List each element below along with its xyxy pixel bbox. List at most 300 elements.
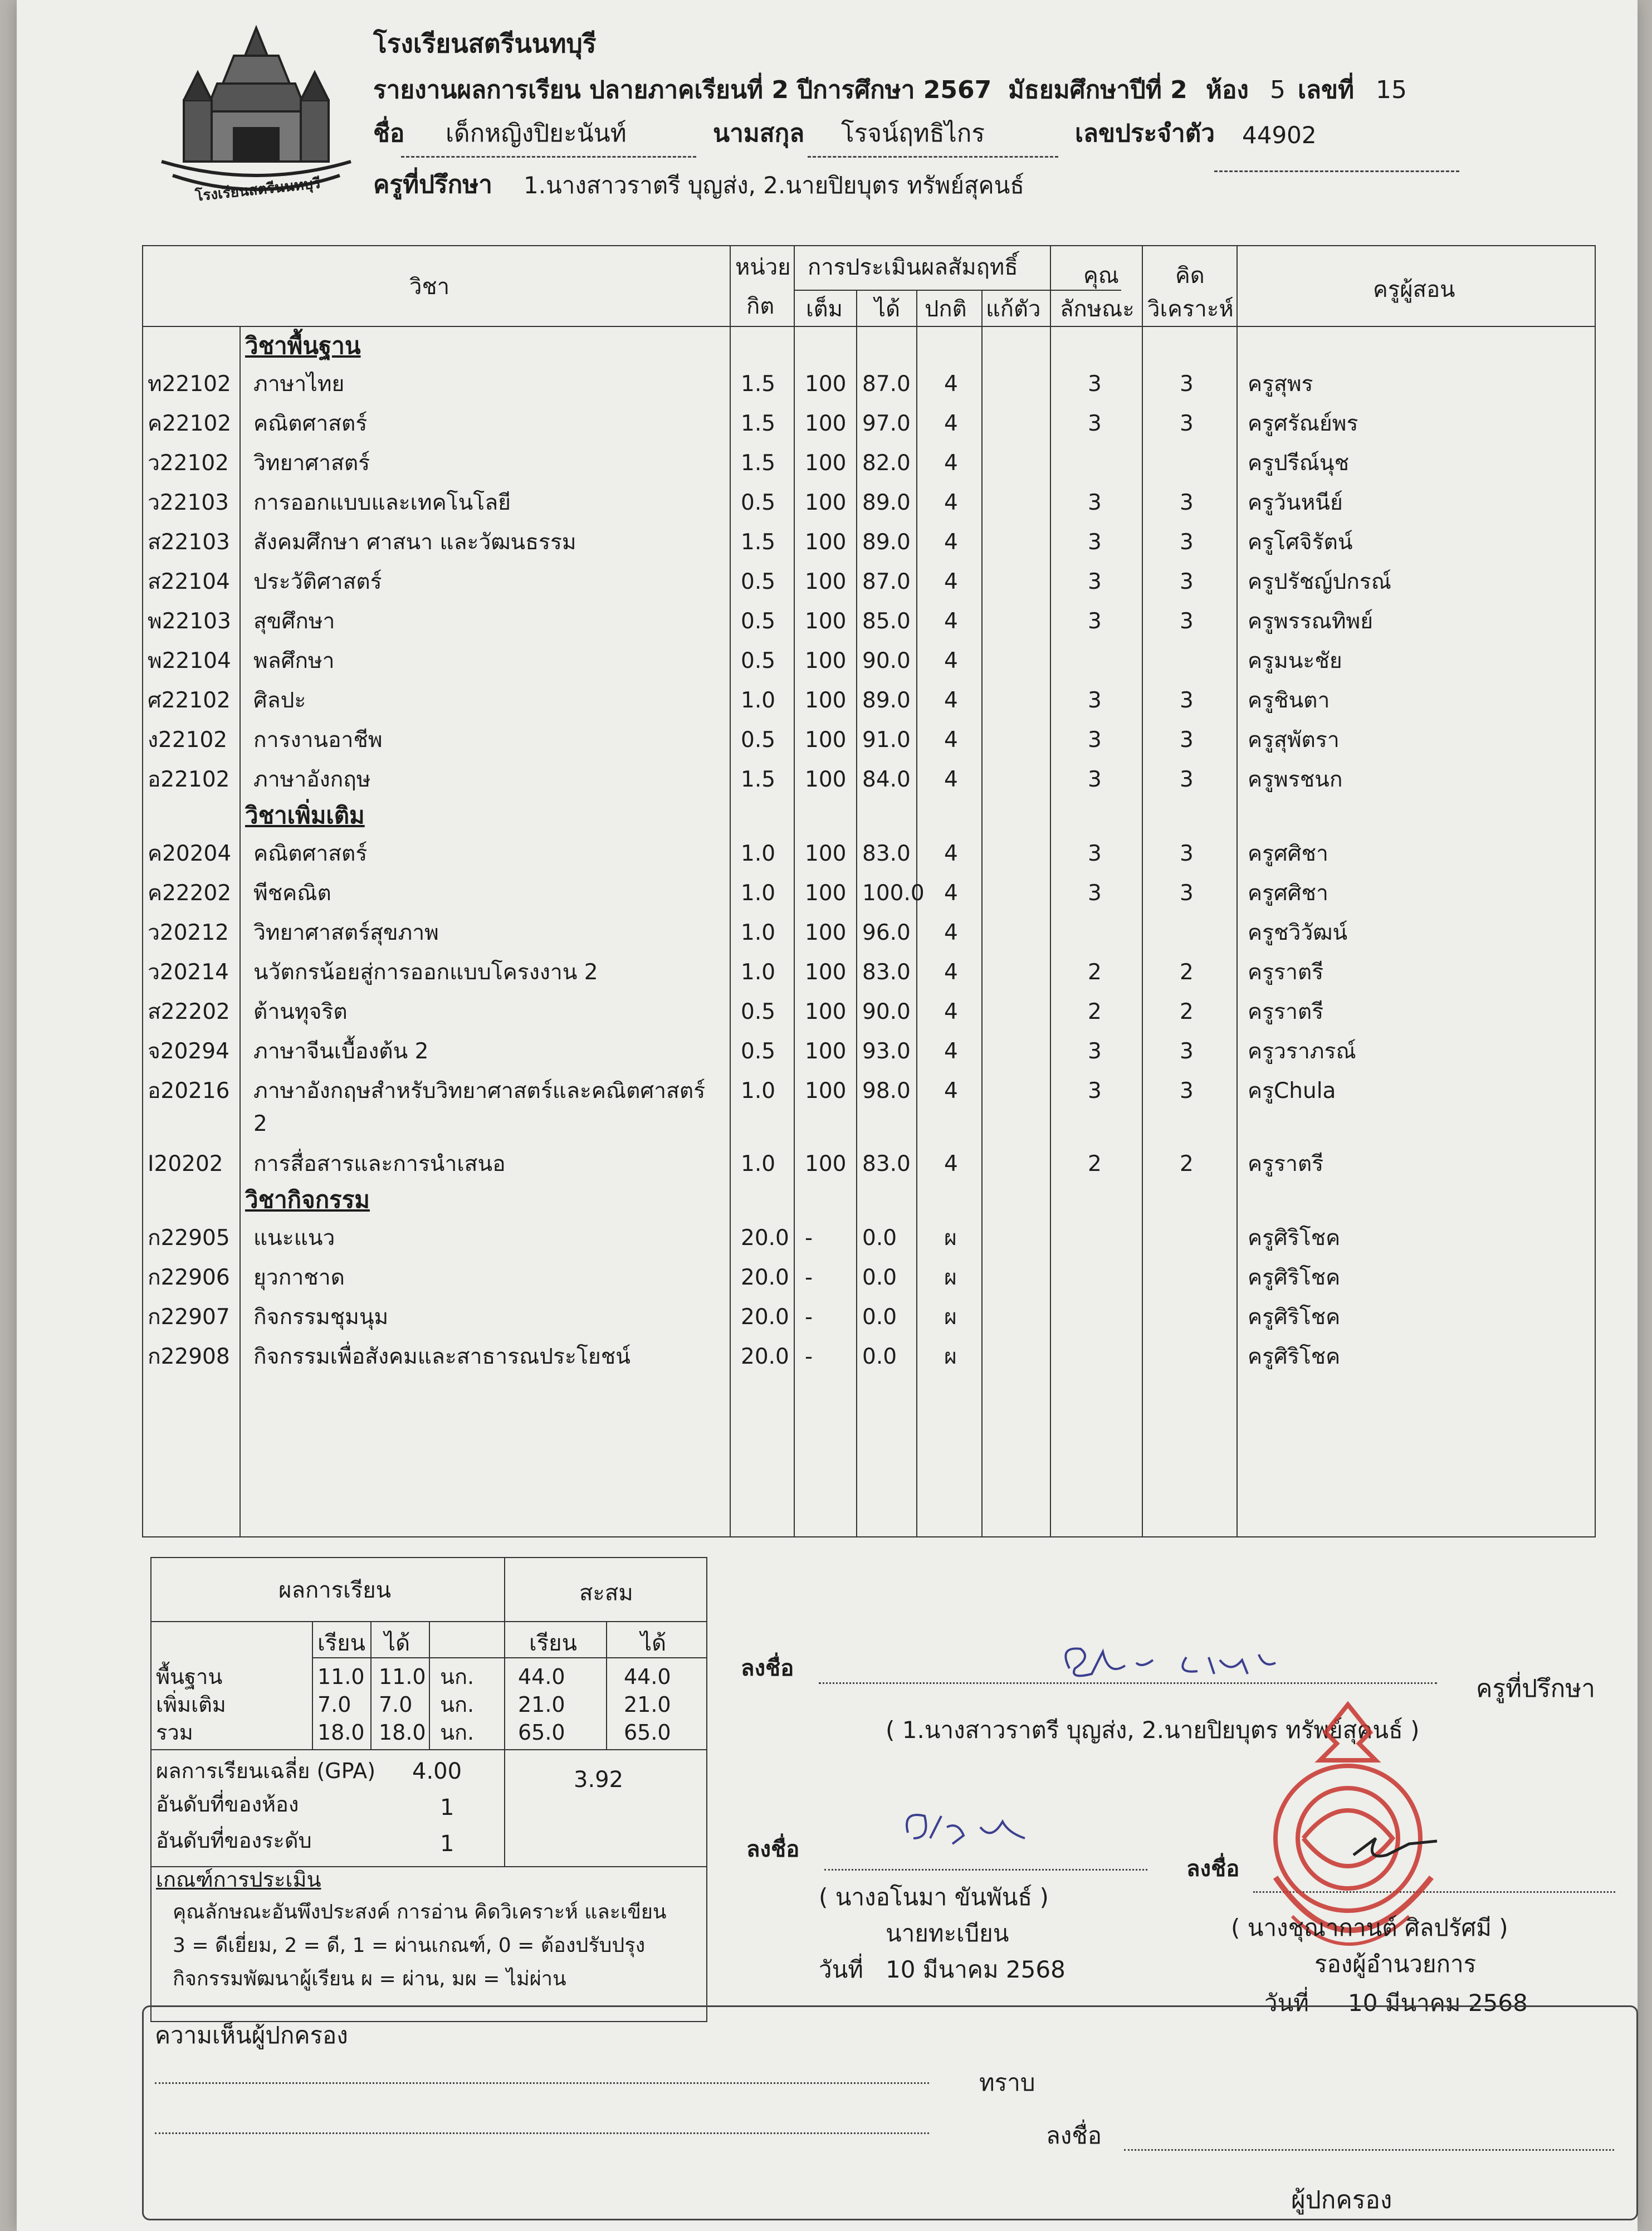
summary-line3 [150, 1749, 707, 1750]
subject-code: ส22104 [148, 569, 230, 594]
table-row [142, 764, 1596, 804]
got-score: 100.0 [862, 881, 925, 906]
table-body [142, 329, 1596, 1532]
full-score: 100 [805, 490, 847, 515]
summary-cum-got: 44.0 [624, 1664, 671, 1689]
grade-normal: 4 [944, 841, 958, 866]
header-assessment: การประเมินผลสัมฤทธิ์ [808, 255, 1018, 280]
grade-normal: 4 [944, 1078, 958, 1104]
advisor-signature-icon [1053, 1635, 1287, 1696]
subject-name-continued: 2 [253, 1111, 267, 1136]
advisor-names: 1.นางสาวราตรี บุญส่ง, 2.นายปิยบุตร ทรัพย์สุคนธ์ [524, 172, 1025, 199]
grade-normal: 4 [944, 728, 958, 753]
subject-name: วิทยาศาสตร์ [253, 451, 370, 476]
full-score: 100 [805, 999, 847, 1024]
subject-name: สังคมศึกษา ศาสนา และวัฒนธรรม [253, 530, 576, 555]
credit-value: 0.5 [741, 999, 776, 1024]
summary-row-label: รวม [156, 1720, 193, 1745]
subject-name: ภาษาอังกฤษสำหรับวิทยาศาสตร์และคณิตศาสตร์ [253, 1078, 706, 1104]
thinking-score: 3 [1180, 411, 1194, 436]
got-score: 83.0 [862, 1151, 911, 1176]
character-score: 3 [1088, 372, 1102, 397]
table-row [142, 1149, 1596, 1188]
credit-value: 0.5 [741, 1039, 776, 1064]
character-score: 3 [1088, 530, 1102, 555]
subject-name: ภาษาจีนเบื้องต้น 2 [253, 1039, 429, 1064]
rank-class-label: อันดับที่ของห้อง [156, 1792, 299, 1817]
teacher-name: ครูมนะชัย [1248, 648, 1342, 673]
summary-got-header: ได้ [384, 1630, 410, 1656]
teacher-name: ครูศิริโชค [1248, 1265, 1341, 1290]
got-score: 89.0 [862, 688, 911, 713]
got-score: 82.0 [862, 451, 911, 476]
full-score: 100 [805, 569, 847, 594]
full-score: 100 [805, 767, 847, 792]
got-score: 0.0 [862, 1226, 897, 1251]
got-score: 85.0 [862, 609, 911, 634]
report-card-sheet [17, 0, 1638, 2231]
credit-value: 1.5 [741, 530, 776, 555]
teacher-name: ครูสุพร [1248, 372, 1313, 397]
registrar-name: ( นางอโนมา ขันพันธ์ ) [819, 1883, 1049, 1911]
character-score: 3 [1088, 411, 1102, 436]
subject-code: ก22908 [148, 1344, 230, 1369]
header-char-bottom: ลักษณะ [1060, 296, 1135, 322]
deputy-sign-label: ลงชื่อ [1186, 1856, 1240, 1882]
subject-name: ภาษาอังกฤษ [253, 767, 371, 792]
thinking-score: 3 [1180, 569, 1194, 594]
header-char-top: คุณ [1083, 263, 1119, 289]
subject-name: คณิตศาสตร์ [253, 841, 368, 866]
grade-normal: 4 [944, 648, 958, 673]
subject-code: พ22104 [148, 648, 231, 673]
subject-code: ค20204 [148, 841, 232, 866]
summary-top [150, 1557, 707, 1558]
table-row [142, 997, 1596, 1036]
grade-normal: 4 [944, 920, 958, 945]
table-row [142, 1341, 1596, 1381]
section-title: วิชาพื้นฐาน [245, 332, 361, 359]
section-title: วิชากิจกรรม [245, 1186, 370, 1213]
full-score: 100 [805, 688, 847, 713]
subject-code: อ22102 [148, 767, 230, 792]
summary-cum-study: 65.0 [518, 1720, 565, 1745]
subject-name: สุขศึกษา [253, 609, 335, 634]
subject-code: ส22103 [148, 530, 230, 555]
summary-cum-got: 65.0 [624, 1720, 671, 1745]
table-row [142, 408, 1596, 448]
registrar-sign-label: ลงชื่อ [746, 1837, 800, 1862]
table-row [142, 369, 1596, 408]
subject-code: ว20212 [148, 920, 229, 945]
summary-unit: นก. [440, 1720, 475, 1745]
table-row [142, 1036, 1596, 1076]
got-score: 83.0 [862, 841, 911, 866]
advisor-label: ครูที่ปรึกษา [373, 170, 492, 199]
full-score: 100 [805, 881, 847, 906]
criteria-line-3: กิจกรรมพัฒนาผู้เรียน ผ = ผ่าน, มผ = ไม่ผ่าน [173, 1968, 566, 1990]
got-score: 90.0 [862, 999, 911, 1024]
summary-got: 18.0 [379, 1720, 426, 1745]
subject-name: ต้านทุจริต [253, 999, 348, 1024]
full-score: 100 [805, 451, 847, 476]
character-score: 3 [1088, 841, 1102, 866]
subject-name: การออกแบบและเทคโนโลยี [253, 490, 511, 515]
full-score: 100 [805, 920, 847, 945]
teacher-name: ครูชินตา [1248, 688, 1330, 713]
subject-code: ค22102 [148, 411, 232, 436]
subject-code: ก22906 [148, 1265, 230, 1290]
teacher-name: ครูปรีณ์นุช [1248, 451, 1350, 476]
student-name: เด็กหญิงปิยะนันท์ [446, 119, 627, 148]
thinking-score: 2 [1180, 1151, 1194, 1176]
subject-name: กิจกรรมเพื่อสังคมและสาธารณประโยชน์ [253, 1344, 631, 1369]
grade-normal: 4 [944, 490, 958, 515]
full-score: 100 [805, 1039, 847, 1064]
subject-code: อ20216 [148, 1078, 230, 1104]
teacher-name: ครูปรัชญ์ปกรณ์ [1248, 569, 1391, 594]
subject-name: แนะแนว [253, 1226, 335, 1251]
grade-normal: 4 [944, 767, 958, 792]
full-score: 100 [805, 841, 847, 866]
table-row [142, 685, 1596, 725]
full-score: 100 [805, 530, 847, 555]
summary-cum-study: 21.0 [518, 1692, 565, 1717]
parent-sign-line [1124, 2149, 1614, 2151]
credit-value: 20.0 [741, 1305, 789, 1330]
got-score: 91.0 [862, 728, 911, 753]
deputy-date: 10 มีนาคม 2568 [1348, 1989, 1528, 2017]
credit-value: 20.0 [741, 1226, 789, 1251]
deputy-role: รองผู้อำนวยการ [1314, 1950, 1477, 1978]
thinking-score: 3 [1180, 372, 1194, 397]
criteria-line-1: คุณลักษณะอันพึงประสงค์ การอ่าน คิดวิเคราะห์ และเขียน [173, 1901, 667, 1924]
rank-class-value: 1 [440, 1795, 454, 1820]
registrar-date-label: วันที่ [819, 1956, 863, 1983]
thinking-score: 3 [1180, 841, 1194, 866]
name-underline [401, 156, 696, 158]
subject-code: ง22102 [148, 728, 228, 753]
criteria-title: เกณฑ์การประเมิน [156, 1867, 321, 1892]
got-score: 96.0 [862, 920, 911, 945]
subject-name: พีชคณิต [253, 881, 331, 906]
header-think-top: คิด [1175, 263, 1205, 289]
thinking-score: 3 [1180, 881, 1194, 906]
full-score: 100 [805, 372, 847, 397]
full-score: - [805, 1226, 813, 1251]
room-value: 5 [1270, 76, 1286, 104]
teacher-name: ครูราตรี [1248, 1151, 1324, 1176]
credit-value: 1.0 [741, 1078, 776, 1104]
credit-value: 0.5 [741, 648, 776, 673]
teacher-name: ครูพรชนก [1248, 767, 1343, 792]
parent-comment-box [142, 2005, 1638, 2220]
credit-value: 1.0 [741, 841, 776, 866]
summary-got: 7.0 [379, 1692, 413, 1717]
summary-row-label: เพิ่มเติม [156, 1692, 226, 1717]
parent-ack: ทราบ [979, 2069, 1035, 2096]
teacher-name: ครูราตรี [1248, 960, 1324, 985]
character-score: 2 [1088, 999, 1102, 1024]
credit-value: 1.0 [741, 1151, 776, 1176]
subject-code: ค22202 [148, 881, 232, 906]
header-think-bottom: วิเคราะห์ [1147, 296, 1234, 322]
teacher-name: ครูศรัณย์พร [1248, 411, 1358, 436]
credit-value: 20.0 [741, 1344, 789, 1369]
teacher-name: ครูศิริโชค [1248, 1226, 1341, 1251]
table-row [142, 448, 1596, 487]
subject-code: I20202 [148, 1151, 223, 1176]
character-score: 3 [1088, 728, 1102, 753]
subject-code: ว20214 [148, 960, 229, 985]
thinking-score: 3 [1180, 490, 1194, 515]
grade-normal: 4 [944, 451, 958, 476]
subject-code: พ22103 [148, 609, 231, 634]
student-no-value: 15 [1376, 76, 1407, 104]
thinking-score: 3 [1180, 1039, 1194, 1064]
subject-code: ศ22102 [148, 688, 231, 713]
table-row [142, 527, 1596, 567]
registrar-date: 10 มีนาคม 2568 [886, 1956, 1066, 1983]
got-score: 87.0 [862, 569, 911, 594]
got-score: 97.0 [862, 411, 911, 436]
table-row [142, 1223, 1596, 1262]
got-score: 84.0 [862, 767, 911, 792]
credit-value: 0.5 [741, 569, 776, 594]
grade-normal: 4 [944, 688, 958, 713]
summary-row-label: พื้นฐาน [156, 1664, 223, 1689]
summary-rows [150, 1663, 707, 1746]
character-score: 3 [1088, 1078, 1102, 1104]
rank-level-label: อันดับที่ของระดับ [156, 1828, 312, 1853]
full-score: 100 [805, 411, 847, 436]
table-bottom-border [142, 1536, 1596, 1537]
grade-normal: ผ [944, 1226, 957, 1251]
grade-normal: 4 [944, 609, 958, 634]
credit-value: 0.5 [741, 490, 776, 515]
got-score: 89.0 [862, 490, 911, 515]
subject-name: พลศึกษา [253, 648, 335, 673]
gpa-value: 4.00 [412, 1759, 462, 1784]
character-score: 3 [1088, 688, 1102, 713]
credit-value: 1.5 [741, 411, 776, 436]
subject-name: คณิตศาสตร์ [253, 411, 368, 436]
teacher-name: ครูโศจิรัตน์ [1248, 530, 1353, 555]
thinking-score: 3 [1180, 688, 1194, 713]
logo-caption: โรงเรียนสตรีนนทบุรี [194, 175, 322, 205]
thinking-score: 2 [1180, 960, 1194, 985]
got-score: 90.0 [862, 648, 911, 673]
credit-value: 1.0 [741, 960, 776, 985]
teacher-name: ครูราตรี [1248, 999, 1324, 1024]
thinking-score: 3 [1180, 530, 1194, 555]
header-retake: แก้ตัว [986, 296, 1041, 322]
full-score: 100 [805, 960, 847, 985]
gpa-label: ผลการเรียนเฉลี่ย (GPA) [156, 1759, 376, 1783]
school-logo [150, 22, 362, 212]
registrar-sign-line [824, 1869, 1147, 1871]
summary-cumulative: สะสม [579, 1580, 633, 1606]
table-row [142, 487, 1596, 527]
advisor-sign-label: ลงชื่อ [741, 1656, 794, 1681]
teacher-name: ครูพรรณทิพย์ [1248, 609, 1374, 634]
summary-study: 11.0 [317, 1664, 365, 1689]
full-score: - [805, 1265, 813, 1290]
grade-normal: 4 [944, 569, 958, 594]
credit-value: 20.0 [741, 1265, 789, 1290]
subject-code: จ20294 [148, 1039, 229, 1064]
teacher-name: ครูชวิวัฒน์ [1248, 920, 1348, 945]
teacher-name: ครูวราภรณ์ [1248, 1039, 1356, 1064]
parent-sign-label: ลงชื่อ [1046, 2122, 1102, 2149]
summary-unit: นก. [440, 1664, 475, 1689]
grade-normal: 4 [944, 881, 958, 906]
table-row [142, 1262, 1596, 1302]
got-score: 93.0 [862, 1039, 911, 1064]
deputy-signature-icon [1342, 1822, 1454, 1877]
thinking-score: 2 [1180, 999, 1194, 1024]
subject-code: ว22103 [148, 490, 229, 515]
table-row [142, 838, 1596, 878]
parent-comment-line-1 [155, 2082, 929, 2084]
credit-value: 1.5 [741, 451, 776, 476]
table-row [142, 878, 1596, 917]
subject-name: การสื่อสารและการนำเสนอ [253, 1151, 506, 1176]
subject-name: ภาษาไทย [253, 372, 345, 397]
summary-unit: นก. [440, 1692, 475, 1717]
got-score: 0.0 [862, 1265, 897, 1290]
summary-study: 18.0 [317, 1720, 365, 1745]
credit-value: 1.0 [741, 920, 776, 945]
credit-value: 0.5 [741, 728, 776, 753]
table-row [142, 646, 1596, 685]
summary-cum-got: 21.0 [624, 1692, 671, 1717]
grade-normal: 4 [944, 999, 958, 1024]
registrar-role: นายทะเบียน [886, 1920, 1009, 1947]
rank-level-value: 1 [440, 1831, 454, 1857]
subject-name: ประวัติศาสตร์ [253, 569, 382, 594]
student-surname: โรจน์ฤทธิไกร [841, 119, 985, 148]
subject-code: ก22907 [148, 1305, 230, 1330]
grade-normal: 4 [944, 960, 958, 985]
teacher-name: ครูศศิชา [1248, 881, 1328, 906]
character-score: 3 [1088, 609, 1102, 634]
teacher-name: ครูศศิชา [1248, 841, 1328, 866]
summary-left [150, 1557, 151, 2022]
surname-underline [808, 156, 1058, 158]
student-no-label: เลขที่ [1298, 76, 1355, 104]
credit-value: 0.5 [741, 609, 776, 634]
summary-cum-study-header: เรียน [529, 1630, 577, 1656]
deputy-name: ( นางชุณากานต์ ศิลปรัศมี ) [1231, 1914, 1508, 1941]
full-score: 100 [805, 1078, 847, 1104]
full-score: 100 [805, 1151, 847, 1176]
student-id: 44902 [1242, 121, 1317, 149]
advisor-sign-names: ( 1.นางสาวราตรี บุญส่ง, 2.นายปิยบุตร ทรัพย์สุคนธ์ ) [886, 1716, 1420, 1744]
grade-normal: ผ [944, 1265, 957, 1290]
teacher-name: ครูศิริโชค [1248, 1305, 1341, 1330]
subject-code: ว22102 [148, 451, 229, 476]
table-row [142, 917, 1596, 957]
full-score: - [805, 1305, 813, 1330]
subject-code: ส22202 [148, 999, 230, 1024]
deputy-date-label: วันที่ [1264, 1989, 1309, 2017]
subject-name: วิทยาศาสตร์สุขภาพ [253, 920, 439, 945]
thinking-score: 3 [1180, 1078, 1194, 1104]
table-top-border [142, 245, 1596, 246]
thinking-score: 3 [1180, 728, 1194, 753]
table-row [142, 1076, 1596, 1115]
header-credit-bottom: กิต [746, 294, 775, 319]
grade-normal: 4 [944, 372, 958, 397]
teacher-name: ครูศิริโชค [1248, 1344, 1341, 1369]
header-normal: ปกติ [925, 296, 967, 322]
header-subject: วิชา [409, 274, 450, 300]
character-score: 3 [1088, 1039, 1102, 1064]
header-credit-top: หน่วย [735, 255, 791, 280]
summary-cum-got-header: ได้ [641, 1630, 667, 1656]
gpa-cumulative: 3.92 [574, 1767, 624, 1793]
room-label: ห้อง [1206, 76, 1249, 104]
teacher-name: ครูสุพัตรา [1248, 728, 1340, 753]
parent-role: ผู้ปกครอง [1291, 2186, 1392, 2214]
subject-name: ศิลปะ [253, 688, 306, 713]
got-score: 98.0 [862, 1078, 911, 1104]
character-score: 2 [1088, 960, 1102, 985]
got-score: 83.0 [862, 960, 911, 985]
grade-normal: 4 [944, 1039, 958, 1064]
assessment-divider [794, 290, 1121, 291]
parent-comment-title: ความเห็นผู้ปกครอง [155, 2022, 348, 2049]
grade-normal: 4 [944, 1151, 958, 1176]
subject-code: ก22905 [148, 1226, 230, 1251]
summary-study: 7.0 [317, 1692, 351, 1717]
thinking-score: 3 [1180, 609, 1194, 634]
school-name: โรงเรียนสตรีนนทบุรี [373, 28, 597, 58]
thinking-score: 3 [1180, 767, 1194, 792]
credit-value: 1.0 [741, 881, 776, 906]
subject-name: กิจกรรมชุมนุม [253, 1305, 389, 1330]
subject-name: ยุวกาชาด [253, 1265, 345, 1290]
student-id-label: เลขประจำตัว [1075, 119, 1215, 148]
teacher-name: ครูวันหนีย์ [1248, 490, 1343, 515]
grade-normal: ผ [944, 1344, 957, 1369]
subject-name: นวัตกรน้อยสู่การออกแบบโครงงาน 2 [253, 960, 598, 985]
header-teacher: ครูผู้สอน [1373, 277, 1455, 302]
credit-value: 1.5 [741, 372, 776, 397]
section-title: วิชาเพิ่มเติม [245, 802, 365, 829]
grades-table [142, 245, 1596, 1537]
id-underline [1214, 170, 1459, 172]
report-title: รายงานผลการเรียน ปลายภาคเรียนที่ 2 ปีการศึกษา 2567 [373, 76, 992, 104]
full-score: 100 [805, 648, 847, 673]
subject-name: การงานอาชีพ [253, 728, 383, 753]
character-score: 2 [1088, 1151, 1102, 1176]
full-score: 100 [805, 609, 847, 634]
header-full: เต็ม [806, 296, 843, 322]
registrar-signature-icon [897, 1799, 1042, 1861]
character-score: 3 [1088, 569, 1102, 594]
table-row [142, 606, 1596, 646]
summary-box [150, 1557, 707, 2022]
table-row [142, 725, 1596, 764]
surname-label: นามสกุล [713, 119, 805, 148]
name-label: ชื่อ [373, 119, 405, 148]
credit-value: 1.0 [741, 688, 776, 713]
table-row [142, 567, 1596, 606]
got-score: 0.0 [862, 1344, 897, 1369]
advisor-role: ครูที่ปรึกษา [1476, 1675, 1595, 1703]
